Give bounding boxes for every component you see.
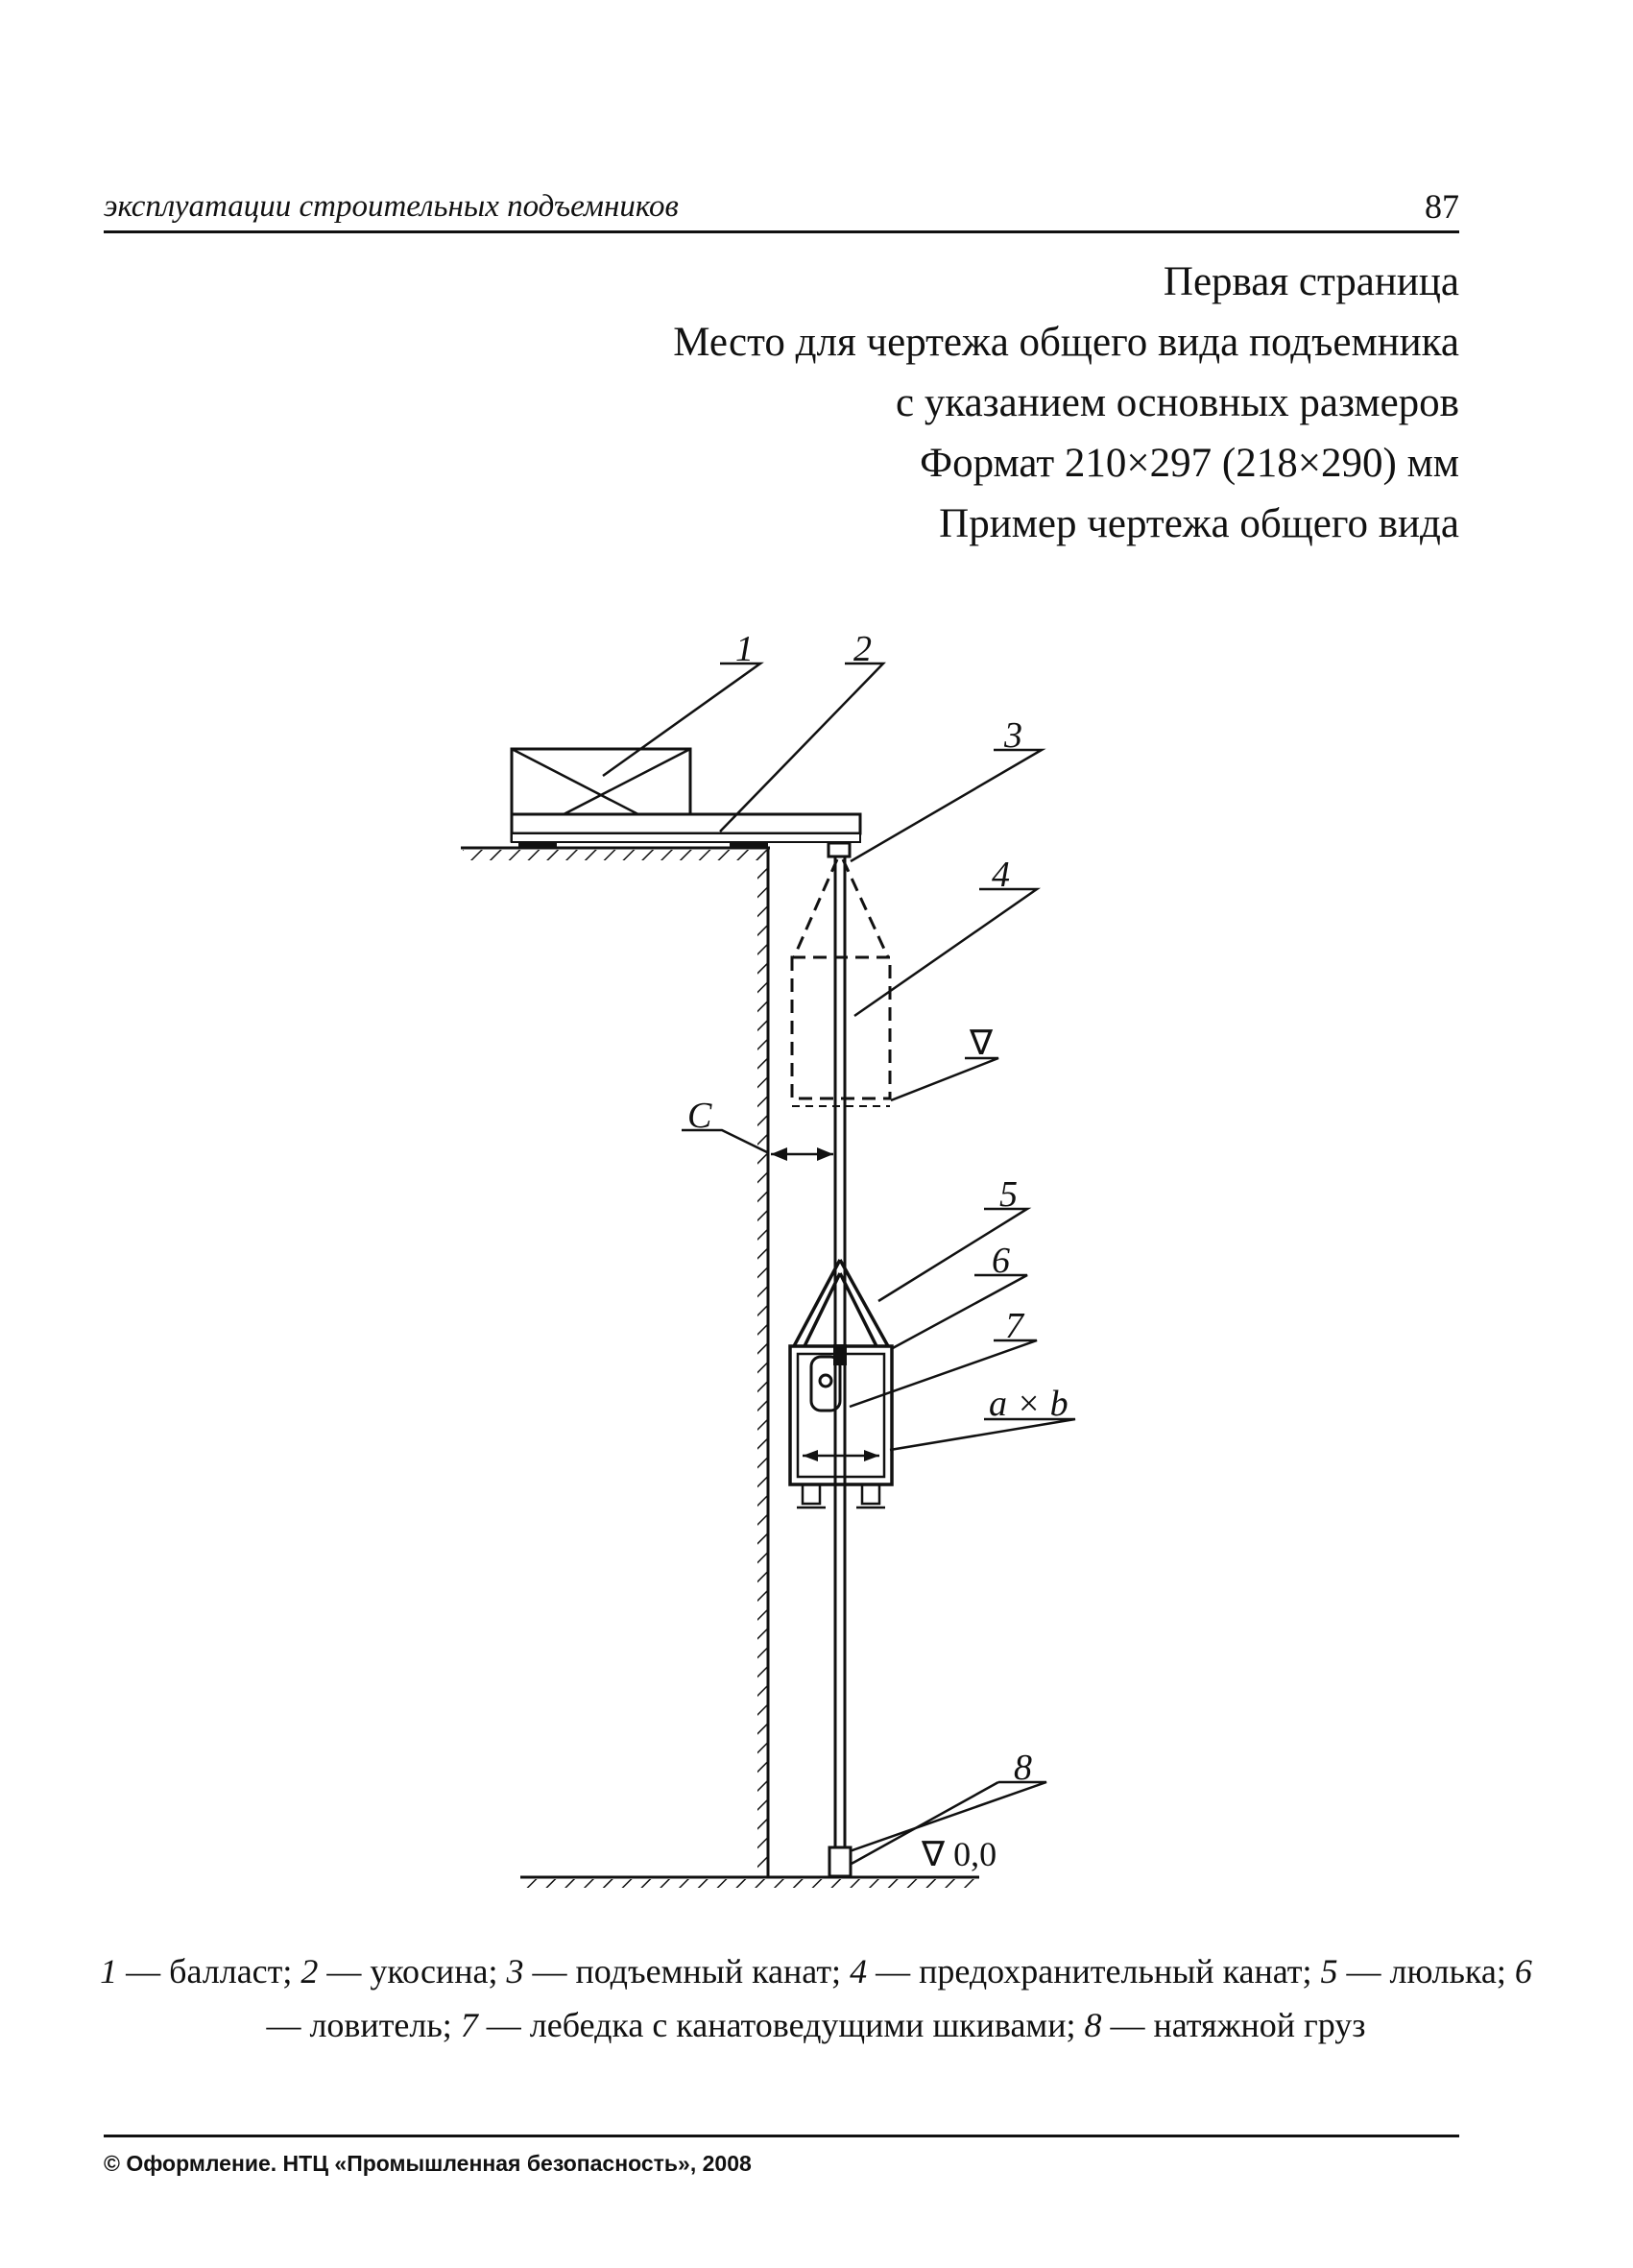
figure-caption [96, 1944, 1536, 2052]
callout-4: 4 [992, 855, 1010, 895]
ground-surface [520, 1877, 979, 1888]
callout-2: 2 [853, 629, 872, 669]
caption-num-2: 2 [300, 1952, 319, 1991]
cradle-upper-position [792, 859, 890, 1098]
heading-line-1: Первая страница [1163, 259, 1459, 304]
caption-text-5: — люлька; [1337, 1952, 1515, 1991]
callout-7: 7 [1005, 1306, 1023, 1346]
heading-line-4: Формат 210×297 (218×290) мм [920, 441, 1459, 486]
caption-text-8: — натяжной груз [1101, 2006, 1366, 2044]
caption-text-1: — балласт; [117, 1952, 301, 1991]
heading-line-3: с указанием основных размеров [896, 380, 1459, 425]
footer-copyright: © Оформление. НТЦ «Промышленная безопасность», 2008 [104, 2151, 752, 2176]
callout-8: 8 [1014, 1748, 1032, 1788]
gap-dimension [771, 1147, 833, 1161]
footer-rule [104, 2135, 1459, 2137]
running-title: эксплуатации строительных подъемников [104, 189, 679, 224]
caption-num-3: 3 [506, 1952, 524, 1991]
caption-text-3: — подъемный канат; [523, 1952, 851, 1991]
cradle-size-dimension [803, 1450, 879, 1461]
tension-weight [829, 1847, 851, 1876]
caption-num-6: 6 [1514, 1952, 1532, 1991]
caption-num-5: 5 [1320, 1952, 1338, 1991]
caption-num-4: 4 [850, 1952, 868, 1991]
building-wall [757, 848, 768, 1877]
callout-3: 3 [1004, 715, 1022, 756]
level-mark-ground: ∇ 0,0 [922, 1835, 997, 1873]
heading-line-5: Пример чертежа общего вида [939, 501, 1459, 546]
callout-1: 1 [735, 629, 754, 669]
caption-num-1: 1 [100, 1952, 118, 1991]
callout-gap-c: C [687, 1096, 712, 1136]
callout-5: 5 [999, 1174, 1018, 1215]
callout-labels [687, 629, 1069, 1788]
roof-surface [461, 848, 770, 860]
caption-text-7: — лебедка с канатоведущими шкивами; [477, 2006, 1085, 2044]
caption-num-7: 7 [460, 2006, 478, 2044]
callout-6: 6 [992, 1241, 1010, 1281]
heading-line-2: Место для чертежа общего вида подъемника [673, 320, 1459, 365]
callout-size-axb: a × b [989, 1384, 1069, 1424]
caption-text-6: — ловитель; [266, 2006, 461, 2044]
level-mark-top: ∇ [970, 1024, 994, 1062]
caption-num-8: 8 [1084, 2006, 1102, 2044]
caption-text-4: — предохранительный канат; [867, 1952, 1321, 1991]
caption-text-2: — укосина; [318, 1952, 507, 1991]
page-number: 87 [1425, 187, 1459, 226]
